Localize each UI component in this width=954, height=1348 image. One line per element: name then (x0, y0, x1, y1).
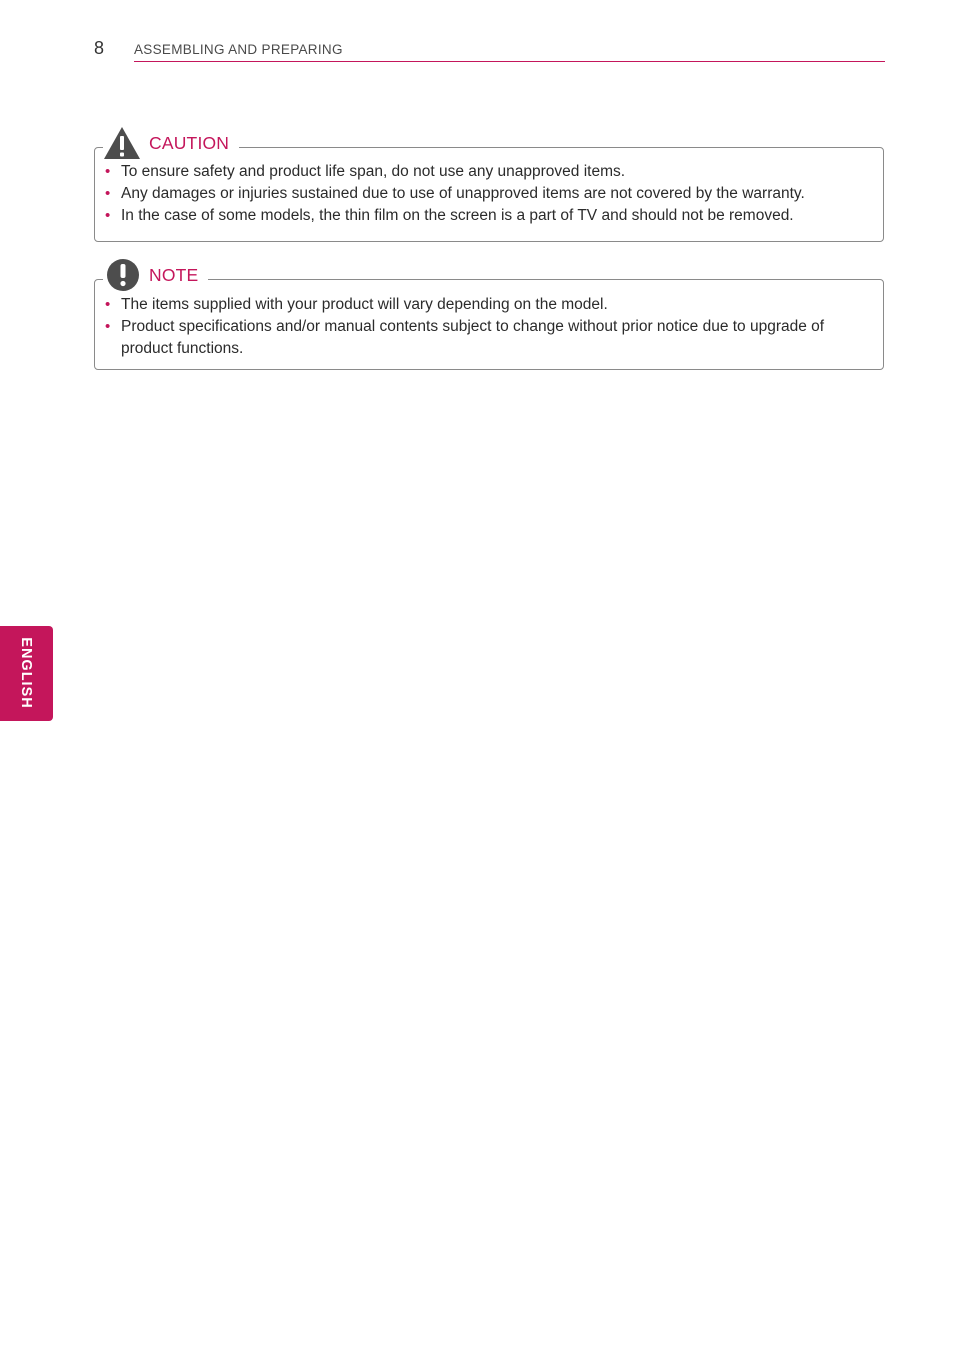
bullet-icon: • (105, 207, 111, 224)
note-box (94, 264, 884, 370)
caution-heading (103, 126, 239, 160)
list-item (105, 316, 871, 360)
warning-triangle-icon (103, 126, 141, 160)
note-list (105, 294, 871, 360)
list-item (105, 183, 871, 205)
list-item-text: Any damages or injuries sustained due to use of unapproved items are not covered by the warranty. (121, 185, 805, 202)
caution-list (105, 161, 871, 227)
section-header: ASSEMBLING AND PREPARING (134, 42, 343, 57)
list-item-text: Product specifications and/or manual contents subject to change without prior notice due to upgrade of product functions. (121, 318, 825, 357)
language-tab (0, 626, 53, 721)
list-item (105, 294, 871, 316)
exclamation-circle-icon (103, 258, 141, 292)
note-title: NOTE (149, 264, 199, 285)
bullet-icon: • (105, 296, 111, 313)
note-heading (103, 258, 208, 292)
language-tab-label: ENGLISH (18, 637, 34, 709)
list-item (105, 205, 871, 227)
bullet-icon: • (105, 318, 111, 335)
page-number: 8 (94, 38, 105, 58)
bullet-icon: • (105, 185, 111, 202)
caution-title: CAUTION (149, 132, 230, 153)
list-item-text: The items supplied with your product will vary depending on the model. (121, 296, 608, 313)
list-item (105, 161, 871, 183)
caution-box (94, 132, 884, 242)
list-item-text: To ensure safety and product life span, do not use any unapproved items. (121, 163, 626, 180)
bullet-icon: • (105, 163, 111, 180)
header-rule (134, 61, 885, 62)
list-item-text: In the case of some models, the thin film on the screen is a part of TV and should not be removed. (121, 207, 794, 224)
